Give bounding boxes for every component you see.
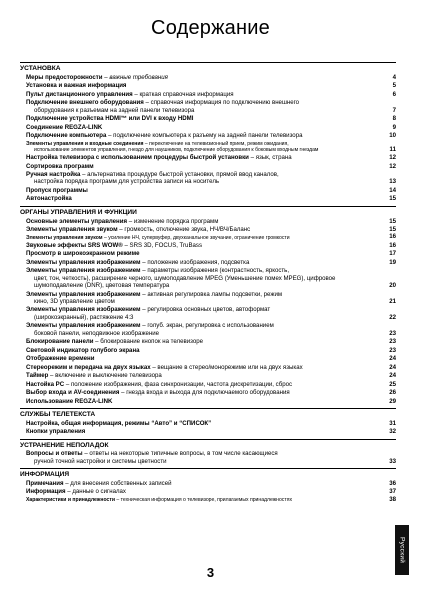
- entry-title: Подключение устройства HDMI™ или DVI к входу HDMI: [26, 115, 194, 123]
- entry-separator: –: [82, 450, 90, 458]
- entry-page-number: 33: [389, 457, 396, 465]
- entry-page-number: 17: [389, 250, 396, 258]
- toc-entry[interactable]: [20, 355, 396, 362]
- toc-entry[interactable]: [20, 187, 396, 194]
- entry-separator: –: [93, 338, 101, 346]
- entry-page-number: 25: [389, 380, 396, 388]
- toc-entry[interactable]: [20, 195, 396, 202]
- section-heading: ИНФОРМАЦИЯ: [20, 468, 396, 480]
- entry-page-number: 36: [389, 479, 396, 487]
- entry-separator: –: [63, 479, 71, 487]
- entry-page-number: 16: [389, 233, 396, 241]
- entry-title: Пропуск программы: [26, 186, 88, 194]
- entry-description: изменение порядка программ: [133, 217, 219, 225]
- toc-entry[interactable]: [20, 267, 396, 289]
- entry-description: громкость, отключение звука, НЧ/ВЧ/Баланс: [124, 226, 251, 234]
- toc-entry[interactable]: [20, 259, 396, 266]
- entry-page-number: 16: [389, 241, 396, 249]
- toc-entry[interactable]: [20, 124, 396, 131]
- entry-page-number: 32: [389, 428, 396, 436]
- entry-page-number: 15: [389, 226, 396, 234]
- page-title: Содержание: [151, 17, 270, 39]
- entry-page-number: 29: [389, 397, 396, 405]
- entry-title: Элементы управления и входные соединения: [26, 140, 144, 147]
- toc-entry[interactable]: [20, 497, 396, 503]
- entry-separator: –: [150, 363, 158, 371]
- toc-entry[interactable]: [20, 82, 396, 89]
- toc-entry[interactable]: [20, 420, 396, 427]
- entry-page-number: 6: [392, 90, 396, 98]
- entry-title: Элементы управления изображением: [26, 290, 141, 298]
- toc-entry[interactable]: [20, 488, 396, 495]
- entry-description: SRS 3D, FOCUS, TruBass: [129, 241, 202, 249]
- toc-entry[interactable]: [20, 218, 396, 225]
- entry-description: язык, страна: [255, 154, 292, 162]
- entry-title: Блокирование панели: [26, 338, 94, 346]
- toc-entry[interactable]: [20, 115, 396, 122]
- entry-separator: –: [140, 322, 148, 330]
- toc-entry[interactable]: [20, 141, 396, 153]
- entry-page-number: 23: [389, 338, 396, 346]
- entry-separator: –: [114, 496, 121, 503]
- entry-separator: –: [48, 372, 56, 380]
- entry-description: переключение на телевизионный прием, режим ожидания,: [149, 140, 289, 147]
- entry-title: Просмотр в широкоэкранном режиме: [26, 250, 140, 258]
- toc-entry[interactable]: [20, 428, 396, 435]
- entry-description: подключение компьютера к разъему на задней панели телевизора: [113, 132, 303, 140]
- entry-page-number: 23: [389, 346, 396, 354]
- entry-description: положение изображения, подсветка: [147, 258, 250, 266]
- entry-title: Установка и важная информация: [26, 82, 127, 90]
- entry-separator: –: [140, 258, 148, 266]
- entry-description: важные требования: [109, 73, 168, 81]
- entry-page-number: 38: [389, 495, 396, 503]
- entry-title: Информация: [26, 488, 66, 496]
- entry-description: регулировка основных цветов, автоформат: [147, 306, 271, 314]
- entry-page-number: 37: [389, 488, 396, 496]
- entry-title: Вопросы и ответы: [26, 450, 83, 458]
- entry-description: ответы на некоторые типичные вопросы, в том числе касающиеся: [89, 450, 278, 458]
- entry-title: Сортировка программ: [26, 162, 94, 170]
- entry-page-number: 23: [389, 329, 396, 337]
- entry-separator: –: [140, 306, 148, 314]
- entry-separator: –: [106, 132, 114, 140]
- entry-page-number: 22: [389, 313, 396, 321]
- toc-entry[interactable]: [20, 364, 396, 371]
- entry-separator: –: [65, 488, 73, 496]
- entry-page-number: 21: [389, 297, 396, 305]
- entry-page-number: 26: [389, 389, 396, 397]
- entry-description: альтернатива процедуре быстрой установки, прямой ввод каналов,: [87, 171, 279, 179]
- section-heading: СЛУЖБЫ ТЕЛЕТЕКСТА: [20, 408, 396, 420]
- entry-page-number: 15: [389, 217, 396, 225]
- entry-page-number: 15: [389, 195, 396, 203]
- entry-description: данные о сигналах: [72, 488, 126, 496]
- entry-page-number: 9: [392, 123, 396, 131]
- entry-title: Элементы управления звуком: [26, 226, 118, 234]
- entry-title: Таймер: [26, 372, 49, 380]
- entry-title: Элементы управления изображением: [26, 306, 141, 314]
- entry-title: Автонастройка: [26, 195, 72, 203]
- entry-description: для внесения собственных записей: [70, 479, 172, 487]
- entry-separator: –: [80, 171, 88, 179]
- entry-description-continued: (широкоэкранный), растяжение 4:3: [34, 313, 134, 321]
- entry-page-number: 20: [389, 282, 396, 290]
- entry-description: активная регулировка лампы подсветки, режим: [147, 290, 283, 298]
- entry-description-continued: оборудования к разъемам на задней панели телевизора: [34, 106, 195, 114]
- entry-separator: –: [140, 267, 148, 275]
- toc-entry[interactable]: [20, 91, 396, 98]
- entry-title: Элементы управления изображением: [26, 258, 141, 266]
- toc-entry[interactable]: [20, 171, 396, 186]
- entry-separator: –: [102, 73, 110, 81]
- entry-title: Элементы управления изображением: [26, 267, 141, 275]
- entry-page-number: 12: [389, 162, 396, 170]
- toc-entry[interactable]: [20, 450, 396, 465]
- section-heading: УСТРАНЕНИЕ НЕПОЛАДОК: [20, 439, 396, 451]
- entry-page-number: 10: [389, 132, 396, 140]
- entry-page-number: 4: [392, 73, 396, 81]
- entry-description: усиление НЧ, супервуфер, двухканальное звучание, ограничение громкости: [108, 234, 290, 241]
- toc-entry[interactable]: [20, 163, 396, 170]
- entry-page-number: 8: [392, 115, 396, 123]
- toc-entry[interactable]: [20, 99, 396, 114]
- entry-page-number: 24: [389, 372, 396, 380]
- entry-description-continued: настройка порядка программ для устройства записи на носитель: [34, 178, 220, 186]
- entry-separator: –: [140, 290, 148, 298]
- entry-title: Световой индикатор голубого экрана: [26, 346, 140, 354]
- entry-description-continued: использование элементов управления, гнездо для наушников, подключение оборудования к боковым входным гнездам: [34, 146, 319, 153]
- entry-title: Элементы управления звуком: [26, 234, 103, 241]
- entry-title: Примечания: [26, 479, 64, 487]
- toc-entry[interactable]: [20, 347, 396, 354]
- entry-page-number: 12: [389, 154, 396, 162]
- toc-entry[interactable]: [20, 154, 396, 161]
- entry-title: Звуковые эффекты SRS WOW®: [26, 241, 123, 249]
- toc-entry[interactable]: [20, 291, 396, 306]
- entry-title: Меры предосторожности: [26, 73, 103, 81]
- toc-entry[interactable]: [20, 306, 396, 321]
- entry-description: параметры изображения (контрастность, яркость,: [147, 267, 290, 275]
- entry-title: Ручная настройка: [26, 171, 81, 179]
- entry-title: Основные элементы управления: [26, 217, 128, 225]
- toc-entry[interactable]: [20, 132, 396, 139]
- entry-separator: –: [117, 226, 125, 234]
- entry-description: блокирование кнопок на телевизоре: [100, 338, 204, 346]
- entry-description: положение изображения, фаза синхронизации, частота дискретизации, сброс: [70, 380, 293, 388]
- entry-page-number: 5: [392, 82, 396, 90]
- toc-entry[interactable]: [20, 398, 396, 405]
- entry-page-number: 13: [389, 178, 396, 186]
- entry-description: включение и выключение телевизора: [55, 372, 162, 380]
- entry-title: Выбор входа и AV-соединения: [26, 389, 120, 397]
- entry-description: справочная информация по подключению внешнего: [150, 99, 300, 107]
- entry-page-number: 14: [389, 186, 396, 194]
- entry-page-number: 31: [389, 419, 396, 427]
- toc-entry[interactable]: [20, 338, 396, 345]
- entry-separator: –: [64, 380, 71, 388]
- entry-title: Характеристики и принадлежности: [26, 496, 115, 503]
- toc-entry[interactable]: [20, 322, 396, 337]
- toc-entry[interactable]: [20, 235, 396, 241]
- entry-separator: –: [143, 140, 150, 147]
- entry-description: техническая информация о телевизоре, прилагаемых принадлежностях: [120, 496, 292, 503]
- toc-entry[interactable]: [20, 242, 396, 249]
- entry-page-number: 19: [389, 258, 396, 266]
- section-heading: ОРГАНЫ УПРАВЛЕНИЯ И ФУНКЦИИ: [20, 206, 396, 218]
- entry-title: Использование REGZA-LINK: [26, 397, 113, 405]
- entry-title: Подключение внешнего оборудования: [26, 99, 144, 107]
- entry-title: Настойка PC: [26, 380, 65, 388]
- entry-separator: –: [119, 389, 127, 397]
- entry-description: краткая справочная информация: [139, 90, 234, 98]
- entry-description: гнезда входа и выхода для подключаемого оборудования: [126, 389, 290, 397]
- entry-page-number: 11: [389, 145, 396, 153]
- entry-separator: –: [102, 234, 109, 241]
- entry-description: голуб. экран, регулировка с использованием: [147, 322, 274, 330]
- entry-description-continued: ручной точной настройки и системы цветности: [34, 457, 167, 465]
- entry-description-continued: кино, 3D управление цветом: [34, 297, 115, 305]
- entry-title: Отображение времени: [26, 355, 95, 363]
- entry-title: Стереорежим и передача на двух языках: [26, 363, 151, 371]
- page-number: 3: [206, 565, 215, 580]
- entry-description-continued: цвет, тон, четкость), расширение черного, шумоподавление MPEG (Уменьшение помех MPEG), цифровое шумоподавление (DNR), цветовая температура: [34, 274, 336, 290]
- entry-separator: –: [143, 99, 151, 107]
- table-of-contents: [20, 62, 396, 504]
- entry-description: вещание в стерео/монорежиме или на двух языках: [157, 363, 303, 371]
- entry-separator: –: [248, 154, 256, 162]
- entry-title: Кнопки управления: [26, 428, 86, 436]
- entry-title: Элементы управления изображением: [26, 322, 141, 330]
- entry-title: Настройка телевизора с использованием процедуры быстрой установки: [26, 154, 249, 162]
- entry-page-number: 24: [389, 363, 396, 371]
- toc-entry[interactable]: [20, 250, 396, 257]
- language-tab-label: Русский: [398, 536, 406, 564]
- entry-separator: –: [122, 241, 130, 249]
- entry-title: Соединение REGZA-LINK: [26, 123, 103, 131]
- toc-entry[interactable]: [20, 389, 396, 396]
- toc-entry[interactable]: [20, 74, 396, 81]
- entry-description-continued: боковой панели, неподвижное изображение: [34, 329, 160, 337]
- entry-page-number: 7: [392, 106, 396, 114]
- entry-title: Пульт дистанционного управления: [26, 90, 133, 98]
- entry-title: Настройка, общая информация, режимы “Авто” и “СПИСОК”: [26, 419, 212, 427]
- toc-entry[interactable]: [20, 480, 396, 487]
- toc-entry[interactable]: [20, 381, 396, 388]
- toc-entry[interactable]: [20, 372, 396, 379]
- entry-separator: –: [127, 217, 134, 225]
- section-heading: УСТАНОВКА: [20, 62, 396, 74]
- entry-page-number: 24: [389, 355, 396, 363]
- entry-title: Подключение компьютера: [26, 132, 107, 140]
- entry-separator: –: [132, 90, 140, 98]
- toc-entry[interactable]: [20, 226, 396, 233]
